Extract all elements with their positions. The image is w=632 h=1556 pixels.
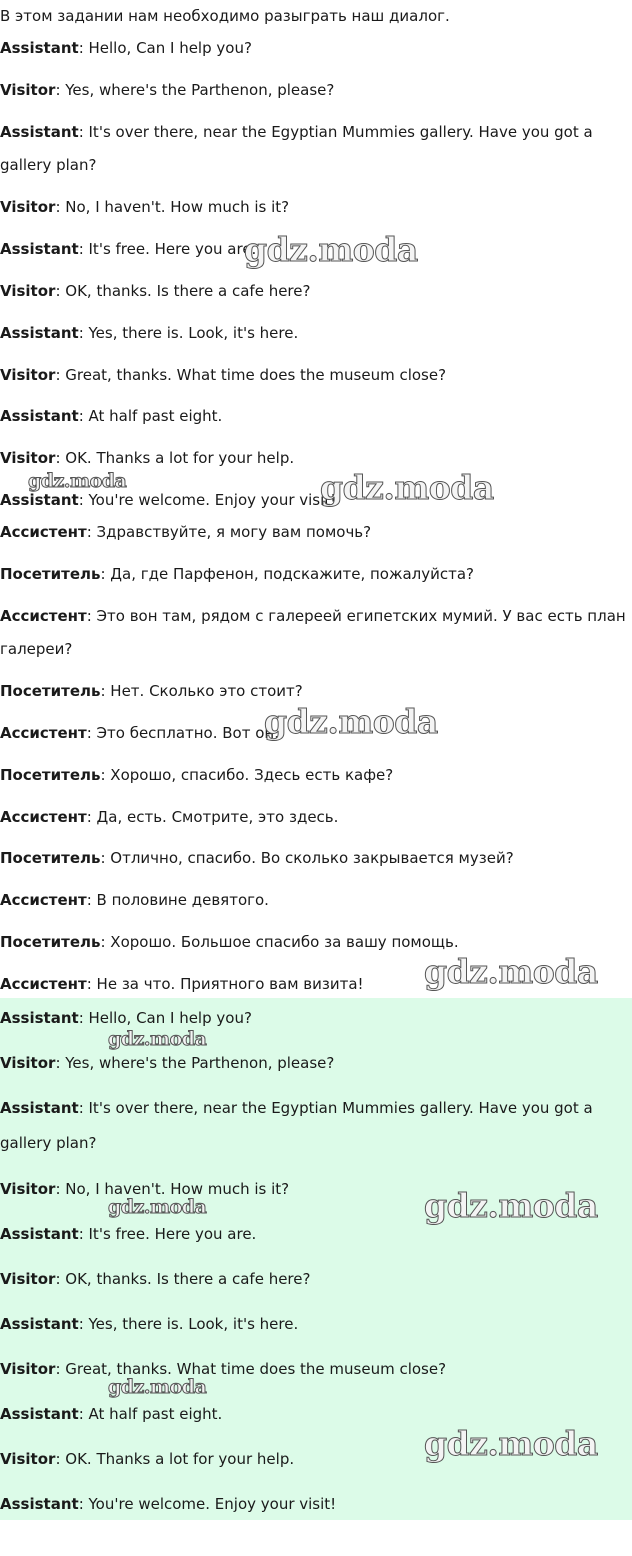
dialog-text: : Great, thanks. What time does the museum close?: [55, 1360, 447, 1378]
answer-line: [0, 1359, 446, 1379]
answer-line: [0, 1224, 256, 1244]
dialog-text: : OK, thanks. Is there a cafe here?: [55, 1270, 311, 1288]
dialog-text: : Это бесплатно. Вот он.: [86, 724, 279, 742]
speaker-label: Assistant: [0, 1099, 79, 1117]
dialog-line: [0, 490, 336, 510]
answer-line: [0, 1053, 334, 1073]
speaker-label: Assistant: [0, 1315, 79, 1333]
speaker-label: Посетитель: [0, 682, 101, 700]
watermark: gdz.moda: [320, 468, 494, 507]
dialog-text: : Hello, Can I help you?: [78, 1009, 252, 1027]
speaker-label: Assistant: [0, 1495, 79, 1513]
speaker-label: Assistant: [0, 1009, 79, 1027]
speaker-label: Assistant: [0, 240, 79, 258]
speaker-label: Assistant: [0, 1225, 79, 1243]
speaker-label: Visitor: [0, 198, 56, 216]
dialog-text: : В половине девятого.: [86, 891, 269, 909]
watermark: gdz.moda: [424, 1186, 598, 1225]
dialog-text: : You're welcome. Enjoy your visit!: [78, 1495, 337, 1513]
answer-line-continuation: gallery plan?: [0, 1134, 97, 1152]
speaker-label: Посетитель: [0, 565, 101, 583]
speaker-label: Assistant: [0, 39, 79, 57]
intro-text: В этом задании нам необходимо разыграть наш диалог.: [0, 7, 450, 25]
speaker-label: Ассистент: [0, 975, 87, 993]
dialog-text: : Great, thanks. What time does the museum close?: [55, 366, 447, 384]
dialog-text: : Это вон там, рядом с галереей египетских мумий. У вас есть план: [86, 607, 626, 625]
speaker-label: Visitor: [0, 1054, 56, 1072]
dialog-text: : You're welcome. Enjoy your visit!: [78, 491, 337, 509]
dialog-text: : At half past eight.: [78, 1405, 223, 1423]
dialog-text: : No, I haven't. How much is it?: [55, 1180, 290, 1198]
watermark: gdz.moda: [28, 470, 127, 492]
dialog-line: [0, 448, 294, 468]
watermark: gdz.moda: [424, 952, 598, 991]
speaker-label: Посетитель: [0, 766, 101, 784]
dialog-line: [0, 122, 593, 142]
dialog-text: : Hello, Can I help you?: [78, 39, 252, 57]
speaker-label: Visitor: [0, 81, 56, 99]
dialog-line: [0, 522, 371, 542]
dialog-line: [0, 890, 269, 910]
dialog-text: : Yes, where's the Parthenon, please?: [55, 1054, 335, 1072]
dialog-line: [0, 239, 256, 259]
dialog-text: : Хорошо, спасибо. Здесь есть кафе?: [100, 766, 394, 784]
speaker-label: Ассистент: [0, 607, 87, 625]
answer-line: [0, 1314, 298, 1334]
dialog-text: : Да, где Парфенон, подскажите, пожалуйста?: [100, 565, 475, 583]
dialog-text: : Yes, where's the Parthenon, please?: [55, 81, 335, 99]
speaker-label: Assistant: [0, 491, 79, 509]
dialog-line: [0, 38, 252, 58]
dialog-text: : Здравствуйте, я могу вам помочь?: [86, 523, 372, 541]
answer-line: [0, 1098, 593, 1118]
dialog-line-continuation: gallery plan?: [0, 156, 97, 174]
dialog-text: : It's over there, near the Egyptian Mummies gallery. Have you got a: [78, 123, 593, 141]
dialog-line: [0, 197, 289, 217]
dialog-line: [0, 323, 298, 343]
dialog-line: [0, 723, 279, 743]
watermark: gdz.moda: [108, 1196, 207, 1218]
speaker-label: Посетитель: [0, 849, 101, 867]
watermark: gdz.moda: [264, 702, 438, 741]
speaker-label: Visitor: [0, 282, 56, 300]
dialog-line: [0, 606, 626, 626]
dialog-line: [0, 564, 474, 584]
dialog-line: [0, 365, 446, 385]
speaker-label: Visitor: [0, 1360, 56, 1378]
speaker-label: Assistant: [0, 123, 79, 141]
dialog-text: : OK. Thanks a lot for your help.: [55, 449, 295, 467]
dialog-line: [0, 765, 393, 785]
dialog-text: : Yes, there is. Look, it's here.: [78, 324, 299, 342]
dialog-text: : At half past eight.: [78, 407, 223, 425]
dialog-line-continuation: галереи?: [0, 640, 73, 658]
answer-line: [0, 1494, 336, 1514]
speaker-label: Assistant: [0, 1405, 79, 1423]
dialog-line: [0, 807, 338, 827]
dialog-text: : It's free. Here you are.: [78, 1225, 257, 1243]
speaker-label: Ассистент: [0, 891, 87, 909]
dialog-line: [0, 281, 310, 301]
speaker-label: Visitor: [0, 1270, 56, 1288]
speaker-label: Assistant: [0, 324, 79, 342]
dialog-line: [0, 681, 303, 701]
dialog-line: [0, 974, 364, 994]
watermark: gdz.moda: [108, 1028, 207, 1050]
dialog-text: : Не за что. Приятного вам визита!: [86, 975, 364, 993]
answer-line: [0, 1008, 252, 1028]
speaker-label: Ассистент: [0, 808, 87, 826]
dialog-text: : Да, есть. Смотрите, это здесь.: [86, 808, 339, 826]
dialog-text: : Yes, there is. Look, it's here.: [78, 1315, 299, 1333]
dialog-line: [0, 80, 334, 100]
dialog-text: : It's free. Here you are.: [78, 240, 257, 258]
speaker-label: Assistant: [0, 407, 79, 425]
dialog-text: : OK, thanks. Is there a cafe here?: [55, 282, 311, 300]
dialog-text: : OK. Thanks a lot for your help.: [55, 1450, 295, 1468]
dialog-text: : Хорошо. Большое спасибо за вашу помощь.: [100, 933, 459, 951]
watermark: gdz.moda: [108, 1376, 207, 1398]
dialog-text: : Нет. Сколько это стоит?: [100, 682, 303, 700]
speaker-label: Visitor: [0, 449, 56, 467]
dialog-line: [0, 406, 222, 426]
answer-line: [0, 1269, 310, 1289]
speaker-label: Ассистент: [0, 523, 87, 541]
dialog-text: : It's over there, near the Egyptian Mummies gallery. Have you got a: [78, 1099, 593, 1117]
dialog-text: : No, I haven't. How much is it?: [55, 198, 290, 216]
answer-line: [0, 1404, 222, 1424]
speaker-label: Visitor: [0, 366, 56, 384]
watermark: gdz.moda: [244, 230, 418, 269]
dialog-text: : Отлично, спасибо. Во сколько закрывается музей?: [100, 849, 514, 867]
answer-line: [0, 1449, 294, 1469]
dialog-line: [0, 932, 459, 952]
speaker-label: Visitor: [0, 1450, 56, 1468]
watermark: gdz.moda: [424, 1424, 598, 1463]
dialog-line: [0, 848, 514, 868]
speaker-label: Ассистент: [0, 724, 87, 742]
speaker-label: Visitor: [0, 1180, 56, 1198]
speaker-label: Посетитель: [0, 933, 101, 951]
